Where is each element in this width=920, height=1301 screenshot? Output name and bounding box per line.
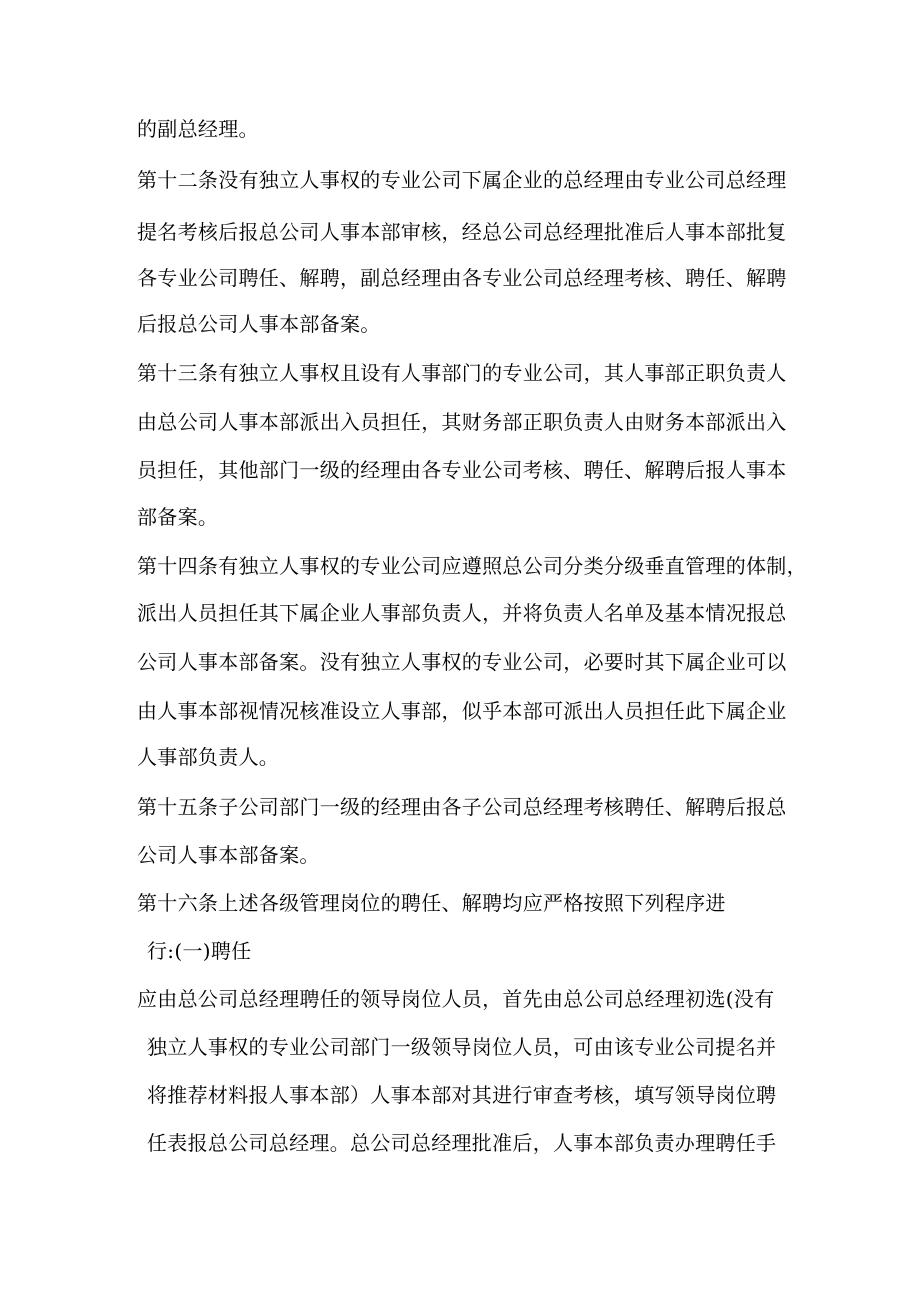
text-line: 将推荐材料报人事本部）人事本部对其进行审查考核，填写领导岗位聘 [147,1083,777,1107]
text-line: 后报总公司人事本部备案。 [137,312,381,336]
text-line: 独立人事权的专业公司部门一级领导岗位人员，可由该专业公司提名并 [147,1035,777,1059]
text-line: 提名考核后报总公司人事本部审核，经总公司总经理批准后人事本部批复 [137,220,787,244]
text-line: 第十四条有独立人事权的专业公司应遵照总公司分类分级垂直管理的体制， [137,554,807,578]
text-line: 应由总公司总经理聘任的领导岗位人员，首先由总公司总经理初选(没有 [137,987,775,1011]
text-line: 人事部负责人。 [137,745,280,769]
text-line: 由人事本部视情况核准设立人事部，似乎本部可派出人员担任此下属企业 [137,699,787,723]
text-line: 各专业公司聘任、解聘，副总经理由各专业公司总经理考核、聘任、解聘 [137,266,787,290]
text-line: 由总公司人事本部派出入员担任，其财务部正职负责人由财务本部派出入 [137,410,787,434]
text-line: 第十五条子公司部门一级的经理由各子公司总经理考核聘任、解聘后报总 [137,795,787,819]
text-line: 行:(一)聘任 [147,939,252,963]
text-line: 任表报总公司总经理。总公司总经理批准后，人事本部负责办理聘任手 [147,1131,777,1155]
text-line: 部备案。 [137,505,219,529]
text-line: 派出人员担任其下属企业人事部负责人，并将负责人名单及基本情况报总 [137,601,787,625]
text-line: 公司人事本部备案。没有独立人事权的专业公司，必要时其下属企业可以 [137,650,787,674]
text-line: 公司人事本部备案。 [137,843,320,867]
text-line: 第十二条没有独立人事权的专业公司下属企业的总经理由专业公司总经理 [137,168,787,192]
text-line: 的副总经理。 [137,117,259,141]
text-line: 员担任，其他部门一级的经理由各专业公司考核、聘任、解聘后报人事本 [137,458,787,482]
text-line: 第十三条有独立人事权且设有人事部门的专业公司，其人事部正职负责人 [137,361,787,385]
text-line: 第十六条上述各级管理岗位的聘任、解聘均应严格按照下列程序进 [137,891,726,915]
